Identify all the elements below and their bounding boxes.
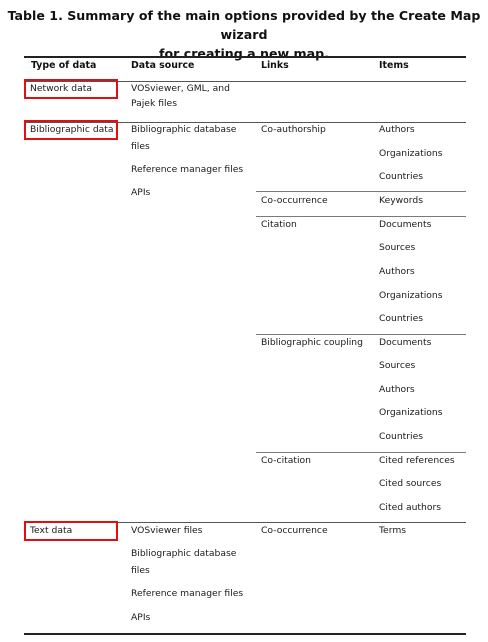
link-citation: Citation [261, 219, 297, 230]
text-source-line-5: APIs [131, 612, 151, 623]
text-source-line-2: Bibliographic database [131, 548, 237, 559]
item-coupling-organizations: Organizations [379, 407, 443, 418]
text-source-line-4: Reference manager files [131, 588, 244, 599]
bibliographic-source-line-4: APIs [131, 187, 151, 198]
bibliographic-data-label: Bibliographic data [30, 124, 114, 135]
text-source-line-1: VOSviewer files [131, 525, 203, 536]
link-cooccurrence-text: Co-occurrence [261, 525, 328, 536]
item-cocitation-cited-references: Cited references [379, 455, 455, 466]
item-cocitation-cited-sources: Cited sources [379, 478, 442, 489]
text-data-label: Text data [30, 525, 73, 536]
table-bottom-rule [24, 633, 466, 635]
coupling-rule [256, 452, 466, 453]
item-coauthorship-countries: Countries [379, 171, 424, 182]
caption-line-1: Table 1. Summary of the main options provided by the Create Map wizard [7, 8, 481, 42]
item-coauthorship-organizations: Organizations [379, 148, 443, 159]
link-cooccurrence-bibliographic: Co-occurrence [261, 195, 328, 206]
item-citation-documents: Documents [379, 219, 432, 230]
bibliographic-source-line-1: Bibliographic database [131, 124, 237, 135]
header-type-of-data: Type of data [31, 60, 97, 71]
header-data-source: Data source [131, 60, 195, 71]
item-cocitation-cited-authors: Cited authors [379, 502, 442, 513]
link-cocitation: Co-citation [261, 455, 311, 466]
bibliographic-source-line-2: files [131, 141, 150, 152]
item-coupling-sources: Sources [379, 360, 416, 371]
bibliographic-source-line-3: Reference manager files [131, 164, 244, 175]
caption-line-2: for creating a new map. [159, 46, 329, 61]
citation-rule [256, 334, 466, 335]
item-cooccurrence-keywords: Keywords [379, 195, 424, 206]
table-caption [0, 6, 488, 63]
text-source-line-3: files [131, 565, 150, 576]
cooccurrence-bib-rule [256, 216, 466, 217]
item-citation-countries: Countries [379, 313, 424, 324]
link-bibliographic-coupling: Bibliographic coupling [261, 337, 363, 348]
item-citation-authors: Authors [379, 266, 415, 277]
coauthorship-rule [256, 191, 466, 192]
network-source-line-1: VOSviewer, GML, and [131, 83, 230, 94]
item-citation-organizations: Organizations [379, 290, 443, 301]
item-coauthorship-authors: Authors [379, 124, 415, 135]
item-cooccurrence-terms: Terms [379, 525, 407, 536]
network-data-label: Network data [30, 83, 92, 94]
header-links: Links [261, 60, 289, 71]
item-coupling-documents: Documents [379, 337, 432, 348]
item-coupling-countries: Countries [379, 431, 424, 442]
link-coauthorship: Co-authorship [261, 124, 326, 135]
table-top-rule [24, 56, 466, 58]
network-source-line-2: Pajek files [131, 98, 177, 109]
header-items: Items [379, 60, 409, 71]
item-citation-sources: Sources [379, 242, 416, 253]
item-coupling-authors: Authors [379, 384, 415, 395]
